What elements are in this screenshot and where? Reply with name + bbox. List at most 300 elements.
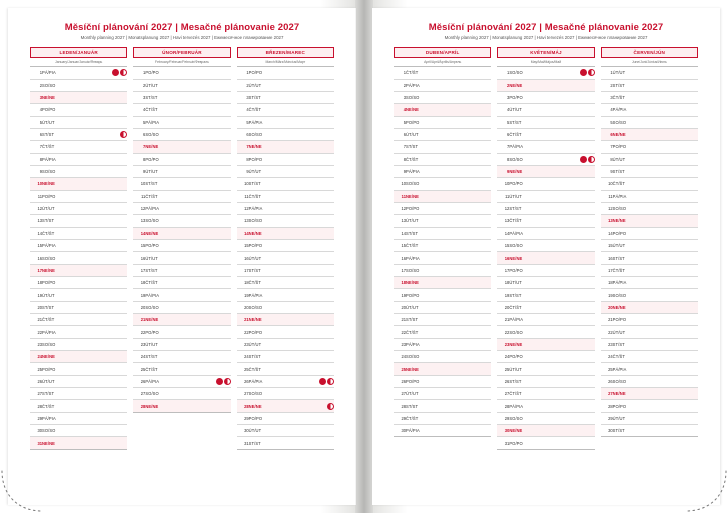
day-row[interactable] [237, 375, 334, 387]
day-of-week-label: ÚT/UT [42, 116, 111, 128]
day-row[interactable] [133, 264, 230, 276]
day-moon-cell [318, 264, 334, 276]
day-row[interactable] [601, 128, 698, 140]
day-row[interactable] [601, 153, 698, 165]
day-row[interactable] [133, 314, 230, 326]
day-row[interactable] [601, 215, 698, 227]
left-month-columns [30, 47, 334, 450]
day-row[interactable] [601, 116, 698, 128]
day-row[interactable] [394, 314, 491, 326]
day-number: 17 [133, 264, 145, 276]
day-row[interactable] [497, 400, 594, 412]
day-row[interactable] [133, 128, 230, 140]
day-row[interactable] [30, 400, 127, 412]
day-row[interactable] [30, 388, 127, 400]
day-row[interactable] [133, 351, 230, 363]
day-row[interactable] [497, 202, 594, 214]
day-row[interactable] [133, 363, 230, 375]
day-number: 20 [394, 301, 406, 313]
day-moon-cell [682, 252, 698, 264]
day-moon-cell [215, 104, 231, 116]
day-moon-cell [475, 190, 491, 202]
day-number: 1 [30, 67, 42, 79]
day-row[interactable] [30, 437, 127, 449]
day-number: 11 [394, 190, 406, 202]
day-row[interactable] [601, 165, 698, 177]
day-moon-cell [111, 128, 127, 140]
day-row[interactable] [237, 215, 334, 227]
day-row[interactable] [394, 252, 491, 264]
day-row[interactable] [133, 388, 230, 400]
right-page [372, 8, 720, 505]
day-of-week-label: ST/ST [406, 314, 475, 326]
day-row[interactable] [30, 239, 127, 251]
day-row[interactable] [133, 277, 230, 289]
day-number: 9 [133, 165, 145, 177]
day-row[interactable] [497, 165, 594, 177]
day-row[interactable] [237, 239, 334, 251]
day-row[interactable] [497, 363, 594, 375]
day-row[interactable] [133, 338, 230, 350]
day-of-week-label: ČT/ŠT [145, 104, 214, 116]
day-moon-cell [318, 437, 334, 449]
day-row[interactable] [237, 67, 334, 79]
day-moon-cell [475, 67, 491, 79]
day-row[interactable] [497, 79, 594, 91]
day-row[interactable] [30, 227, 127, 239]
day-moon-cell [682, 128, 698, 140]
day-moon-cell [475, 239, 491, 251]
day-moon-cell [475, 215, 491, 227]
day-row[interactable] [237, 388, 334, 400]
month-name-translations: January/Januar/Január/Январь [55, 59, 103, 64]
month-day-table [601, 66, 698, 437]
day-moon-cell [682, 425, 698, 437]
day-number: 6 [497, 128, 509, 140]
right-page-subtitle: Monthly planning 2027 | Monatsplanung 2027 | Havi tervezés 2027 | Ежемесячное планирование 2027 [444, 35, 648, 40]
day-of-week-label: PO/PO [613, 400, 682, 412]
day-row[interactable] [497, 301, 594, 313]
day-of-week-label: ÚT/UT [249, 252, 318, 264]
day-row[interactable] [237, 289, 334, 301]
day-number: 30 [237, 425, 249, 437]
day-of-week-label: ČT/ŠT [509, 128, 578, 140]
day-row[interactable] [394, 301, 491, 313]
day-row[interactable] [601, 190, 698, 202]
month-name-header: ÚNOR/FEBRUÁR [133, 47, 230, 58]
day-of-week-label: ÚT/UT [613, 67, 682, 79]
day-row[interactable] [237, 153, 334, 165]
day-row[interactable] [394, 128, 491, 140]
day-number: 6 [394, 128, 406, 140]
day-row[interactable] [497, 104, 594, 116]
day-row[interactable] [30, 301, 127, 313]
day-row[interactable] [133, 289, 230, 301]
day-row[interactable] [237, 128, 334, 140]
day-row[interactable] [237, 190, 334, 202]
day-row[interactable] [601, 425, 698, 437]
day-row[interactable] [394, 264, 491, 276]
day-row[interactable] [497, 338, 594, 350]
day-number: 4 [237, 104, 249, 116]
day-row[interactable] [30, 338, 127, 350]
day-row[interactable] [601, 338, 698, 350]
day-number: 29 [237, 412, 249, 424]
day-moon-cell [579, 178, 595, 190]
day-number: 21 [497, 314, 509, 326]
day-moon-cell [682, 91, 698, 103]
day-row[interactable] [497, 153, 594, 165]
day-of-week-label: NE/NE [613, 215, 682, 227]
day-of-week-label: PÁ/PIA [145, 289, 214, 301]
day-moon-cell [579, 425, 595, 437]
day-row[interactable] [601, 79, 698, 91]
month-name-translations: April/April/Április/Апрель [424, 59, 462, 64]
day-row[interactable] [30, 375, 127, 387]
day-row[interactable] [237, 202, 334, 214]
day-row[interactable] [497, 326, 594, 338]
day-row[interactable] [30, 412, 127, 424]
day-row[interactable] [133, 215, 230, 227]
day-row[interactable] [601, 104, 698, 116]
day-row[interactable] [497, 412, 594, 424]
day-row[interactable] [394, 215, 491, 227]
day-row[interactable] [30, 289, 127, 301]
day-of-week-label: ČT/ŠT [249, 190, 318, 202]
day-row[interactable] [30, 67, 127, 79]
day-row[interactable] [133, 326, 230, 338]
day-row[interactable] [133, 178, 230, 190]
day-row[interactable] [394, 202, 491, 214]
day-number: 2 [394, 79, 406, 91]
day-of-week-label: ČT/ŠT [613, 351, 682, 363]
day-row[interactable] [237, 400, 334, 412]
day-moon-cell [318, 412, 334, 424]
day-row[interactable] [394, 277, 491, 289]
day-moon-cell [318, 153, 334, 165]
day-moon-cell [318, 79, 334, 91]
day-moon-cell [111, 264, 127, 276]
day-row[interactable] [237, 301, 334, 313]
day-moon-cell [215, 338, 231, 350]
day-row[interactable] [133, 141, 230, 153]
day-row[interactable] [394, 239, 491, 251]
day-moon-cell [318, 165, 334, 177]
day-row[interactable] [30, 128, 127, 140]
day-row[interactable] [237, 351, 334, 363]
day-row[interactable] [497, 252, 594, 264]
day-row[interactable] [30, 363, 127, 375]
day-moon-cell [215, 215, 231, 227]
day-moon-cell [682, 116, 698, 128]
day-number: 18 [133, 277, 145, 289]
day-number: 5 [497, 116, 509, 128]
day-row[interactable] [497, 227, 594, 239]
day-row[interactable] [237, 227, 334, 239]
day-row[interactable] [394, 351, 491, 363]
day-row[interactable] [394, 289, 491, 301]
day-of-week-label: ÚT/UT [249, 165, 318, 177]
day-moon-cell [579, 289, 595, 301]
day-row[interactable] [133, 67, 230, 79]
day-row[interactable] [133, 202, 230, 214]
day-row[interactable] [237, 326, 334, 338]
day-row[interactable] [601, 252, 698, 264]
day-row[interactable] [237, 165, 334, 177]
day-row[interactable] [601, 400, 698, 412]
day-row[interactable] [30, 351, 127, 363]
day-of-week-label: SO/SO [509, 412, 578, 424]
day-of-week-label: PO/PO [509, 264, 578, 276]
day-of-week-label: NE/NE [42, 91, 111, 103]
day-moon-cell [682, 277, 698, 289]
day-row[interactable] [394, 178, 491, 190]
day-moon-cell [579, 104, 595, 116]
month-column [30, 47, 127, 450]
day-row[interactable] [497, 264, 594, 276]
day-row[interactable] [497, 215, 594, 227]
day-row[interactable] [133, 104, 230, 116]
day-row[interactable] [133, 239, 230, 251]
day-row[interactable] [30, 326, 127, 338]
day-moon-cell [215, 277, 231, 289]
day-of-week-label: PO/PO [145, 239, 214, 251]
day-row[interactable] [497, 91, 594, 103]
day-row[interactable] [497, 67, 594, 79]
day-row[interactable] [30, 153, 127, 165]
day-row[interactable] [30, 314, 127, 326]
day-of-week-label: ÚT/UT [509, 277, 578, 289]
day-row[interactable] [497, 239, 594, 251]
day-row[interactable] [133, 301, 230, 313]
day-row[interactable] [497, 351, 594, 363]
day-row[interactable] [237, 104, 334, 116]
day-of-week-label: PO/PO [42, 190, 111, 202]
day-number: 11 [497, 190, 509, 202]
day-number: 25 [133, 363, 145, 375]
day-number: 16 [237, 252, 249, 264]
day-of-week-label: SO/SO [145, 301, 214, 313]
day-row[interactable] [601, 91, 698, 103]
day-row[interactable] [30, 264, 127, 276]
day-of-week-label: ST/ST [406, 141, 475, 153]
day-row[interactable] [30, 277, 127, 289]
day-moon-cell [111, 252, 127, 264]
day-row[interactable] [394, 91, 491, 103]
day-row[interactable] [237, 264, 334, 276]
day-row[interactable] [394, 425, 491, 437]
day-moon-cell [318, 104, 334, 116]
day-row[interactable] [237, 425, 334, 437]
day-of-week-label: ST/ST [613, 165, 682, 177]
day-moon-cell [318, 289, 334, 301]
day-row[interactable] [30, 141, 127, 153]
day-of-week-label: ČT/ŠT [249, 104, 318, 116]
day-row[interactable] [601, 314, 698, 326]
day-row[interactable] [497, 388, 594, 400]
day-row[interactable] [601, 227, 698, 239]
day-number: 22 [601, 326, 613, 338]
day-number: 27 [133, 388, 145, 400]
day-row[interactable] [133, 153, 230, 165]
day-of-week-label: NE/NE [145, 227, 214, 239]
day-moon-cell [579, 338, 595, 350]
day-row[interactable] [237, 141, 334, 153]
day-moon-cell [215, 202, 231, 214]
day-of-week-label: PÁ/PIA [613, 277, 682, 289]
day-row[interactable] [237, 338, 334, 350]
day-row[interactable] [133, 375, 230, 387]
day-of-week-label: SO/SO [613, 202, 682, 214]
day-row[interactable] [601, 202, 698, 214]
day-row[interactable] [133, 227, 230, 239]
day-row[interactable] [133, 116, 230, 128]
day-row[interactable] [133, 252, 230, 264]
day-row[interactable] [237, 277, 334, 289]
month-name-header: BŘEZEN/MAREC [237, 47, 334, 58]
day-number: 18 [497, 277, 509, 289]
day-row[interactable] [394, 227, 491, 239]
day-of-week-label: ČT/ŠT [145, 190, 214, 202]
day-moon-cell [215, 165, 231, 177]
day-row[interactable] [394, 375, 491, 387]
day-moon-cell [475, 412, 491, 424]
day-row[interactable] [30, 215, 127, 227]
day-row[interactable] [601, 178, 698, 190]
day-row[interactable] [497, 116, 594, 128]
day-row[interactable] [394, 165, 491, 177]
day-row[interactable] [601, 141, 698, 153]
day-row[interactable] [497, 141, 594, 153]
day-number: 16 [601, 252, 613, 264]
day-row[interactable] [237, 437, 334, 449]
day-row[interactable] [237, 252, 334, 264]
day-of-week-label: ČT/ŠT [406, 67, 475, 79]
day-row[interactable] [237, 314, 334, 326]
month-name-translations: May/Mai/Május/Май [530, 59, 562, 64]
day-row[interactable] [394, 116, 491, 128]
right-month-columns [394, 47, 698, 450]
day-number: 30 [30, 425, 42, 437]
day-row[interactable] [394, 338, 491, 350]
day-row[interactable] [601, 289, 698, 301]
day-row[interactable] [497, 314, 594, 326]
day-of-week-label: ČT/ŠT [145, 277, 214, 289]
day-row[interactable] [394, 79, 491, 91]
day-number: 26 [601, 375, 613, 387]
day-of-week-label: ČT/ŠT [613, 91, 682, 103]
day-row[interactable] [601, 375, 698, 387]
day-moon-cell [682, 215, 698, 227]
day-number: 13 [497, 215, 509, 227]
day-row[interactable] [601, 412, 698, 424]
day-of-week-label: ST/ST [42, 388, 111, 400]
day-row[interactable] [133, 91, 230, 103]
day-row[interactable] [601, 326, 698, 338]
day-of-week-label: ÚT/UT [145, 79, 214, 91]
day-row[interactable] [601, 67, 698, 79]
day-row[interactable] [133, 165, 230, 177]
day-row[interactable] [601, 277, 698, 289]
day-row[interactable] [394, 400, 491, 412]
day-row[interactable] [601, 351, 698, 363]
day-row[interactable] [601, 363, 698, 375]
day-row[interactable] [497, 190, 594, 202]
day-moon-cell [579, 153, 595, 165]
left-page [8, 8, 356, 505]
day-row[interactable] [394, 388, 491, 400]
day-number: 5 [601, 116, 613, 128]
day-of-week-label: NE/NE [509, 252, 578, 264]
day-number: 10 [237, 178, 249, 190]
day-number: 1 [133, 67, 145, 79]
day-row[interactable] [497, 437, 594, 449]
day-row[interactable] [497, 178, 594, 190]
day-row[interactable] [394, 326, 491, 338]
day-row[interactable] [497, 375, 594, 387]
day-moon-cell [682, 153, 698, 165]
day-moon-cell [579, 91, 595, 103]
day-row[interactable] [133, 400, 230, 412]
month-name-translations: February/Februar/Február/Февраль [155, 59, 209, 64]
day-row[interactable] [30, 252, 127, 264]
day-row[interactable] [497, 289, 594, 301]
day-row[interactable] [497, 425, 594, 437]
day-row[interactable] [237, 412, 334, 424]
day-moon-cell [215, 190, 231, 202]
day-row[interactable] [237, 178, 334, 190]
day-row[interactable] [30, 190, 127, 202]
day-number: 11 [30, 190, 42, 202]
day-of-week-label: NE/NE [249, 400, 318, 412]
day-row[interactable] [601, 239, 698, 251]
day-row[interactable] [30, 165, 127, 177]
day-row[interactable] [237, 91, 334, 103]
day-row[interactable] [30, 104, 127, 116]
day-row[interactable] [394, 104, 491, 116]
day-moon-cell [215, 178, 231, 190]
day-row[interactable] [394, 363, 491, 375]
day-row[interactable] [237, 363, 334, 375]
day-row[interactable] [394, 153, 491, 165]
month-name-translations: June/Juni/Június/Июнь [631, 59, 667, 64]
day-of-week-label: PO/PO [249, 326, 318, 338]
day-row[interactable] [394, 141, 491, 153]
day-row[interactable] [30, 116, 127, 128]
day-row[interactable] [497, 277, 594, 289]
day-of-week-label: ČT/ŠT [509, 301, 578, 313]
day-row[interactable] [601, 388, 698, 400]
day-row[interactable] [394, 190, 491, 202]
day-moon-cell [318, 425, 334, 437]
day-number: 14 [237, 227, 249, 239]
day-row[interactable] [30, 425, 127, 437]
day-row[interactable] [30, 91, 127, 103]
day-row[interactable] [30, 202, 127, 214]
day-row[interactable] [237, 116, 334, 128]
day-row[interactable] [601, 264, 698, 276]
day-row[interactable] [394, 412, 491, 424]
day-number: 4 [30, 104, 42, 116]
day-row[interactable] [237, 79, 334, 91]
day-row[interactable] [133, 79, 230, 91]
day-row[interactable] [601, 301, 698, 313]
day-row[interactable] [30, 178, 127, 190]
day-row[interactable] [497, 128, 594, 140]
day-row[interactable] [133, 190, 230, 202]
day-row[interactable] [394, 67, 491, 79]
day-row[interactable] [30, 79, 127, 91]
